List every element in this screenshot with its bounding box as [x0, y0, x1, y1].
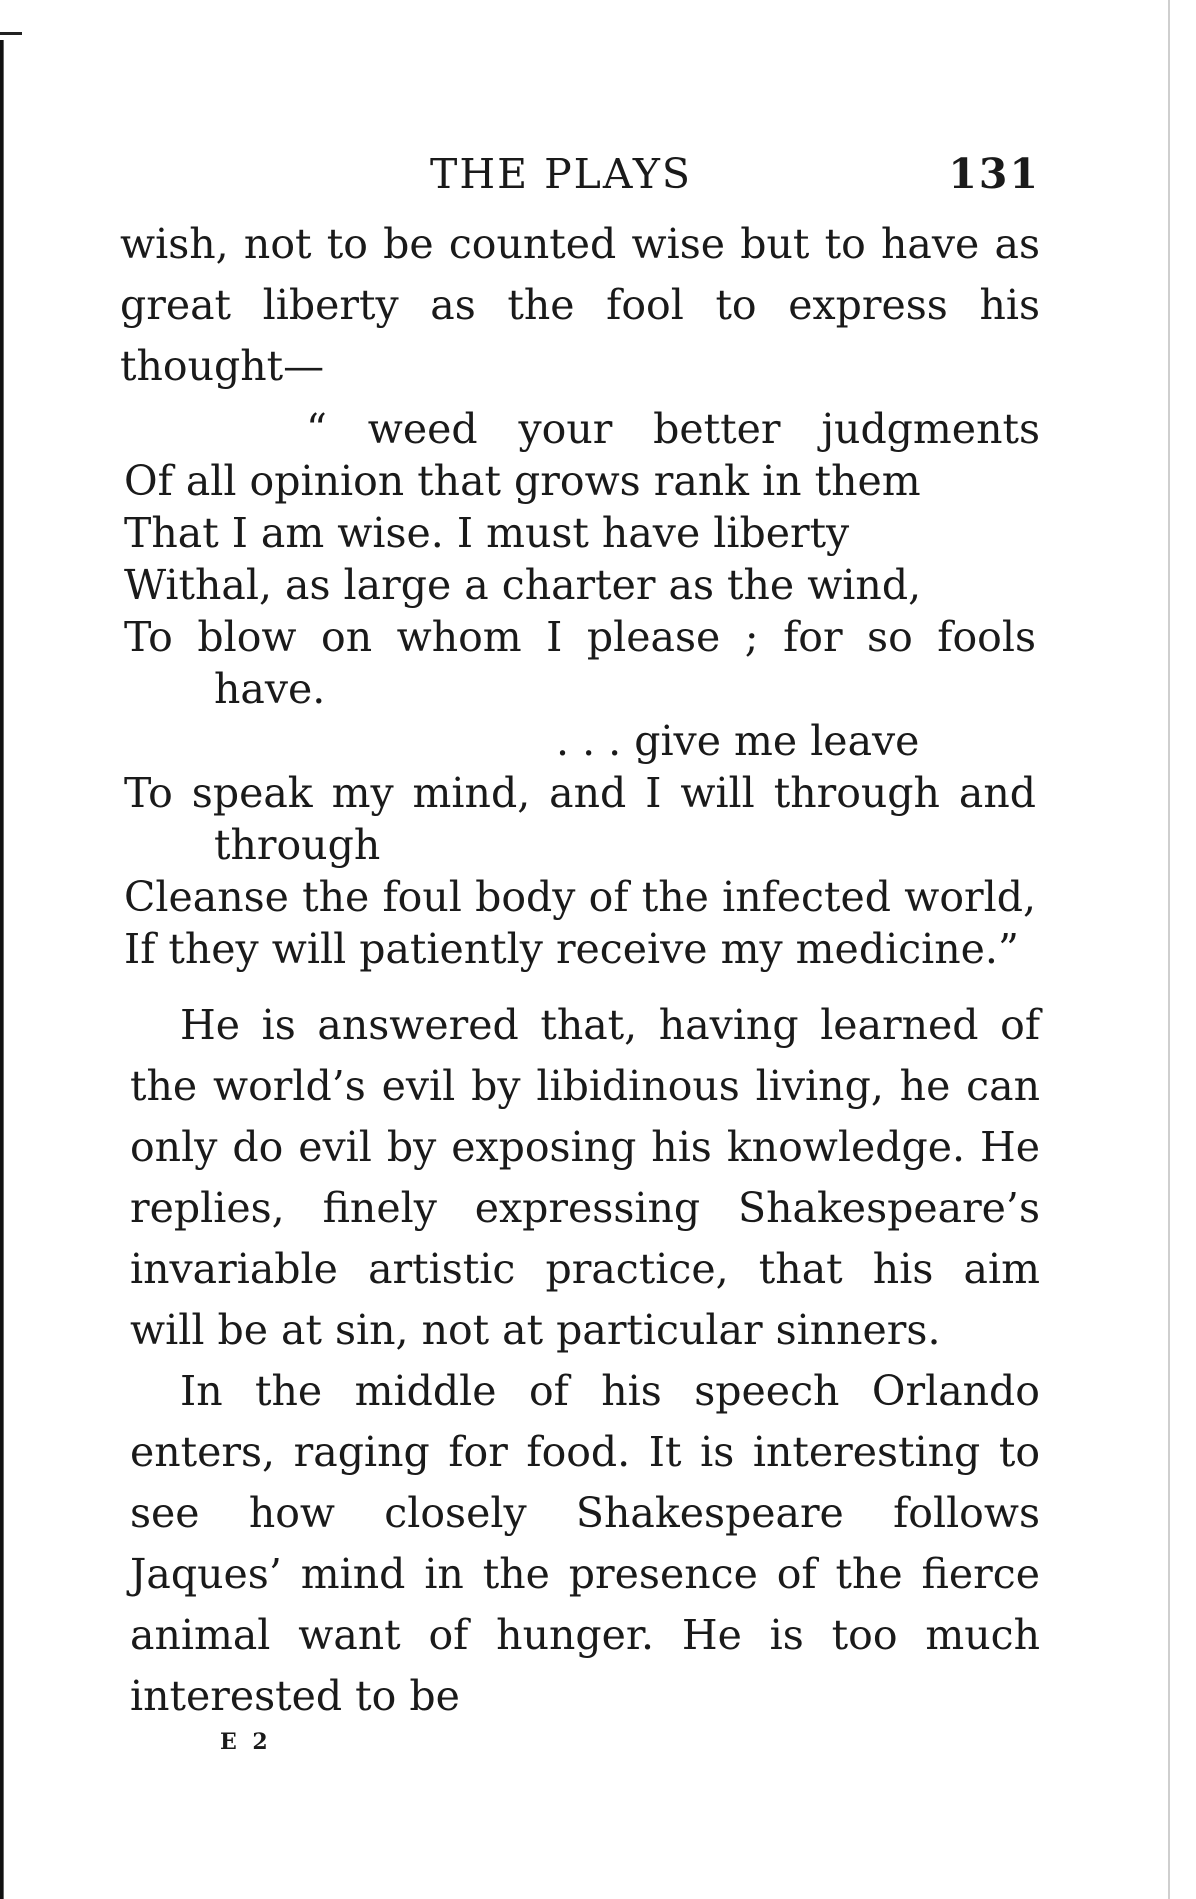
verse-line: To blow on whom I please ; for so fools — [124, 613, 1036, 661]
paragraph: He is answered that, having learned of the world’s evil by libidinous living, he can only do evil by exposing his knowledge. He replies, finely expressing Shakespeare’s invariable artistic practice, that his aim will be at sin, not at particular sinners. — [130, 1001, 1040, 1354]
verse-line: have. — [214, 665, 326, 713]
page-number: 131 — [948, 150, 1040, 198]
verse-quotation — [124, 403, 1040, 975]
intro-paragraph: wish, not to be counted wise but to have as great liberty as the fool to express his thought— — [120, 220, 1040, 390]
verse-line: Cleanse the foul body of the infected world, — [124, 873, 1036, 921]
body-text — [120, 995, 1040, 1727]
verse-line: To speak my mind, and I will through and — [124, 769, 1036, 817]
verse-line: That I am wise. I must have liberty — [124, 509, 850, 557]
verse-line: through — [214, 821, 381, 869]
signature-mark: E 2 — [220, 1729, 272, 1755]
scan-edge-left — [0, 40, 6, 1899]
verse-line: “ weed your better judgments — [306, 405, 1040, 453]
running-title: THE PLAYS — [430, 150, 692, 198]
paragraph: In the middle of his speech Orlando enters, raging for food. It is interesting to see how closely Shakespeare follows Jaques’ mind in the presence of the fierce animal want of hunger. He is too much interested to be — [130, 1367, 1040, 1720]
running-header — [120, 150, 1040, 214]
scan-edge-right — [1168, 0, 1170, 1899]
verse-line: Of all opinion that grows rank in them — [124, 457, 921, 505]
verse-line: If they will patiently receive my medicine.” — [124, 925, 1019, 973]
verse-line: Withal, as large a charter as the wind, — [124, 561, 922, 609]
book-page — [120, 150, 1040, 1755]
verse-line: . . . give me leave — [556, 717, 920, 765]
